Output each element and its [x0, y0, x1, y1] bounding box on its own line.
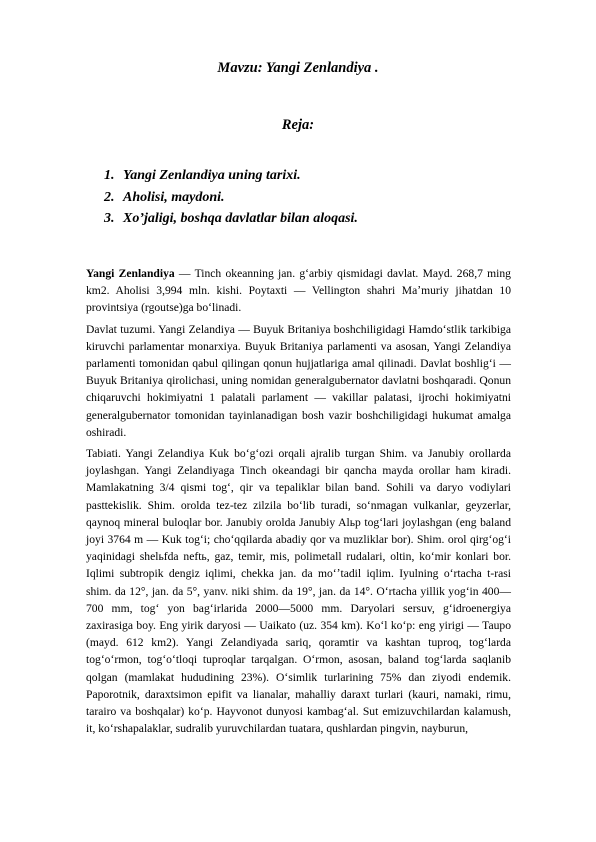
plan-item-number: 3.	[104, 211, 115, 226]
plan-item	[104, 165, 358, 187]
plan-item-number: 2.	[104, 189, 115, 205]
document-title: Mavzu: Yangi Zenlandiya .	[217, 60, 379, 76]
plan-item-text: Xo’jaligi, boshqa davlatlar bilan aloqasi.	[123, 211, 358, 226]
intro-term: Yangi Zenlandiya	[86, 267, 175, 280]
nature-paragraph: Tabiati. Yangi Zelandiya Kuk boʻgʻozi orqali ajralib turgan Shim. va Janubiy orollarda joylashgan. Yangi Zelandiyaga Tinch okeandagi bir qancha mayda orollar ham kiradi. Mamlakatning 3/4 qismi togʻ, qir va tepaliklar bilan band. Sohili va daryo vodiylari pasttekislik. Shim. orolda tez-tez zilzila boʻlib turadi, soʻnmagan vulkanlar, geyzerlar, qaynoq mineral buloqlar bor. Janubiy orolda Janubiy Alьp togʻlari joylashgan (eng baland joyi 3764 m — Kuk togʻi; choʻqqilarda abadiy qor va muzliklar bor). Shim. orol qirgʻogʻi yaqinidagi shelьfda neftь, gaz, temir, mis, polimetall rudalari, oltin, koʻmir konlari bor. Iqlimi subtropik dengiz iqlimi, chekka jan. da moʻʼtadil iqlim. Iyulning oʻrtacha t-rasi shim. da 12°, jan. da 5°, yanv. niki shim. da 19°, jan. da 14°. Oʻrtacha yillik yogʻin 400—700 mm, togʻ yon bagʻirlarida 2000—5000 mm. Daryolari sersuv, gʻidroenergiya zaxirasiga boy. Eng yirik daryosi — Uaikato (uz. 354 km). Koʻl koʻp: eng yirigi — Taupo (mayd. 612 km2). Yangi Zelandiyada sariq, qoramtir va kashtan tuproq, togʻlarda togʻoʻrmon, togʻoʻtloqi tuproqlar tarqalgan. Oʻrmon, asosan, baland togʻlarda saqlanib qolgan (mamlakat hududining 23%). Oʻsimlik turlarining 75% dan ziyodi endemik. Paporotnik, daraxtsimon epifit va lianalar, mahalliy daraxt turlari (kauri, namaki, rimu, tarairo va boshqalar) koʻp. Hayvonot dunyosi kambagʻal. Sut emizuvchilardan kalamush, it, koʻrshapalaklar, sudralib yuruvchilardan tuatara, qushlardan pingvin, nayburun,	[86, 447, 511, 736]
intro-text: — Tinch okeanning jan. gʻarbiy qismidagi davlat. Mayd. 268,7 ming km2. Aholisi 3,994 mln. kishi. Poytaxti — Vellington shahri Maʼmuriy jihatdan 10 provintsiya (rgoutse)ga boʻlinadi.	[86, 267, 511, 315]
plan-heading: Reja:	[281, 117, 315, 133]
plan-item	[104, 208, 358, 230]
plan-item-text: Yangi Zenlandiya uning tarixi.	[123, 168, 301, 183]
plan-list	[104, 165, 358, 230]
plan-item-number: 1.	[104, 168, 115, 183]
plan-item	[104, 187, 358, 209]
body-text	[86, 265, 511, 741]
plan-item-text: Aholisi, maydoni.	[123, 189, 225, 205]
intro-paragraph	[86, 265, 511, 317]
government-paragraph: Davlat tuzumi. Yangi Zelandiya — Buyuk Britaniya boshchiligidagi Hamdoʻstlik tarkibiga kiruvchi parlamentar monarxiya. Buyuk Britaniya parlamenti va asosan, Yangi Zelandiya parlamenti tomonidan qabul qilingan qonun hujjatlariga amal qilinadi. Davlat boshligʻi — Buyuk Britaniya qirolichasi, uning nomidan generalgubernator davlatni boshqaradi. Qonun chiqaruvchi hokimiyatni 1 palatali parlament — vakillar palatasi, ijrochi hokimiyatni generalgubernator tomonidan tayinlanadigan bosh vazir boshchiligidagi hukumat amalga oshiradi.	[86, 322, 511, 439]
